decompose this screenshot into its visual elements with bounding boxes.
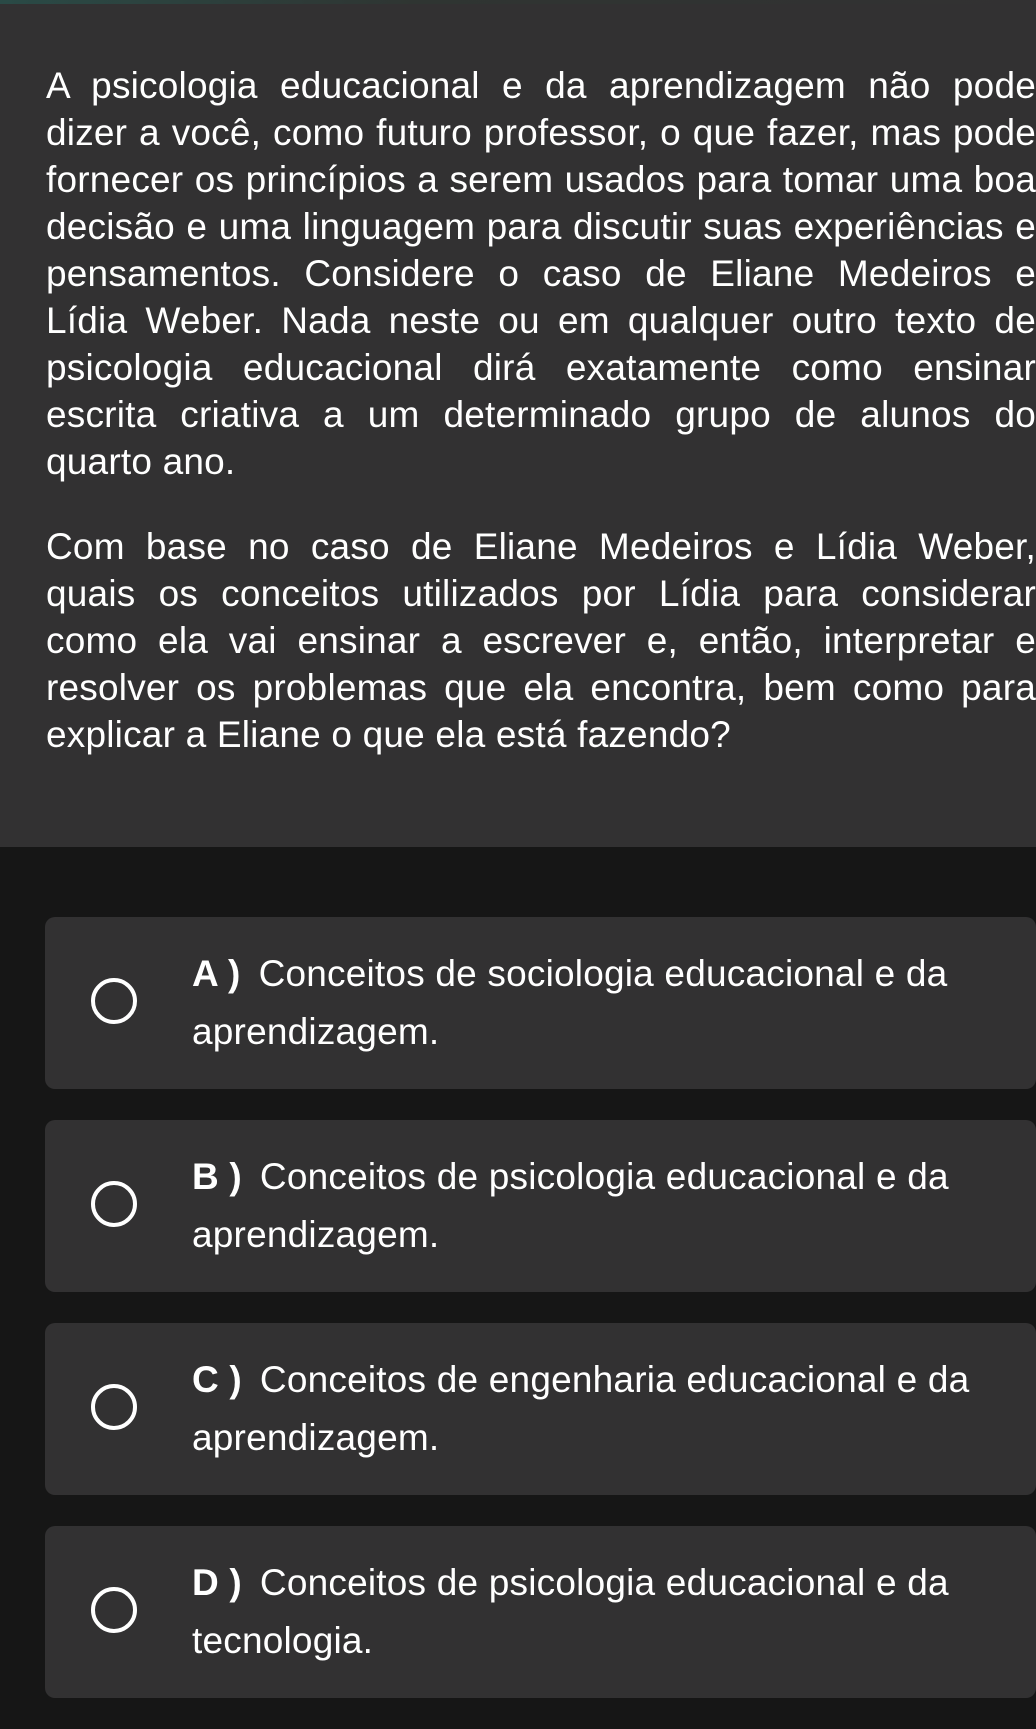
- top-accent-bar: [0, 0, 1036, 4]
- option-c-letter: C ): [192, 1359, 242, 1400]
- option-c-label: Conceitos de engenharia educacional e da aprendizagem.: [192, 1359, 970, 1458]
- question-panel: [0, 0, 1036, 847]
- option-d-label: Conceitos de psicologia educacional e da tecnologia.: [192, 1562, 949, 1661]
- option-d[interactable]: [45, 1526, 1036, 1698]
- option-b-text: [192, 1148, 1032, 1264]
- answer-options: [45, 917, 1036, 1729]
- radio-unchecked-icon[interactable]: [91, 978, 137, 1024]
- question-paragraph-prompt: Com base no caso de Eliane Medeiros e Lídia Weber, quais os conceitos utilizados por Lídia para considerar como ela vai ensinar a escrever e, então, interpretar e resolver os problemas que ela encontra, bem como para explicar a Eliane o que ela está fazendo?: [46, 526, 1036, 755]
- option-a-text: [192, 945, 1032, 1061]
- option-b-label: Conceitos de psicologia educacional e da aprendizagem.: [192, 1156, 949, 1255]
- option-c-text: [192, 1351, 1032, 1467]
- option-a-letter: A ): [192, 953, 241, 994]
- option-a[interactable]: [45, 917, 1036, 1089]
- question-text: [46, 62, 1036, 758]
- radio-unchecked-icon[interactable]: [91, 1181, 137, 1227]
- option-d-text: [192, 1554, 1032, 1670]
- option-c[interactable]: [45, 1323, 1036, 1495]
- question-paragraph-context: A psicologia educacional e da aprendizagem não pode dizer a você, como futuro professor, o que fazer, mas pode fornecer os princípios a serem usados para tomar uma boa decisão e uma linguagem para discutir suas experiências e pensamentos. Considere o caso de Eliane Medeiros e Lídia Weber. Nada neste ou em qualquer outro texto de psicologia educacional dirá exatamente como ensinar escrita criativa a um determinado grupo de alunos do quarto ano.: [46, 65, 1036, 482]
- option-b[interactable]: [45, 1120, 1036, 1292]
- option-b-letter: B ): [192, 1156, 242, 1197]
- option-d-letter: D ): [192, 1562, 242, 1603]
- radio-unchecked-icon[interactable]: [91, 1587, 137, 1633]
- option-a-label: Conceitos de sociologia educacional e da aprendizagem.: [192, 953, 948, 1052]
- radio-unchecked-icon[interactable]: [91, 1384, 137, 1430]
